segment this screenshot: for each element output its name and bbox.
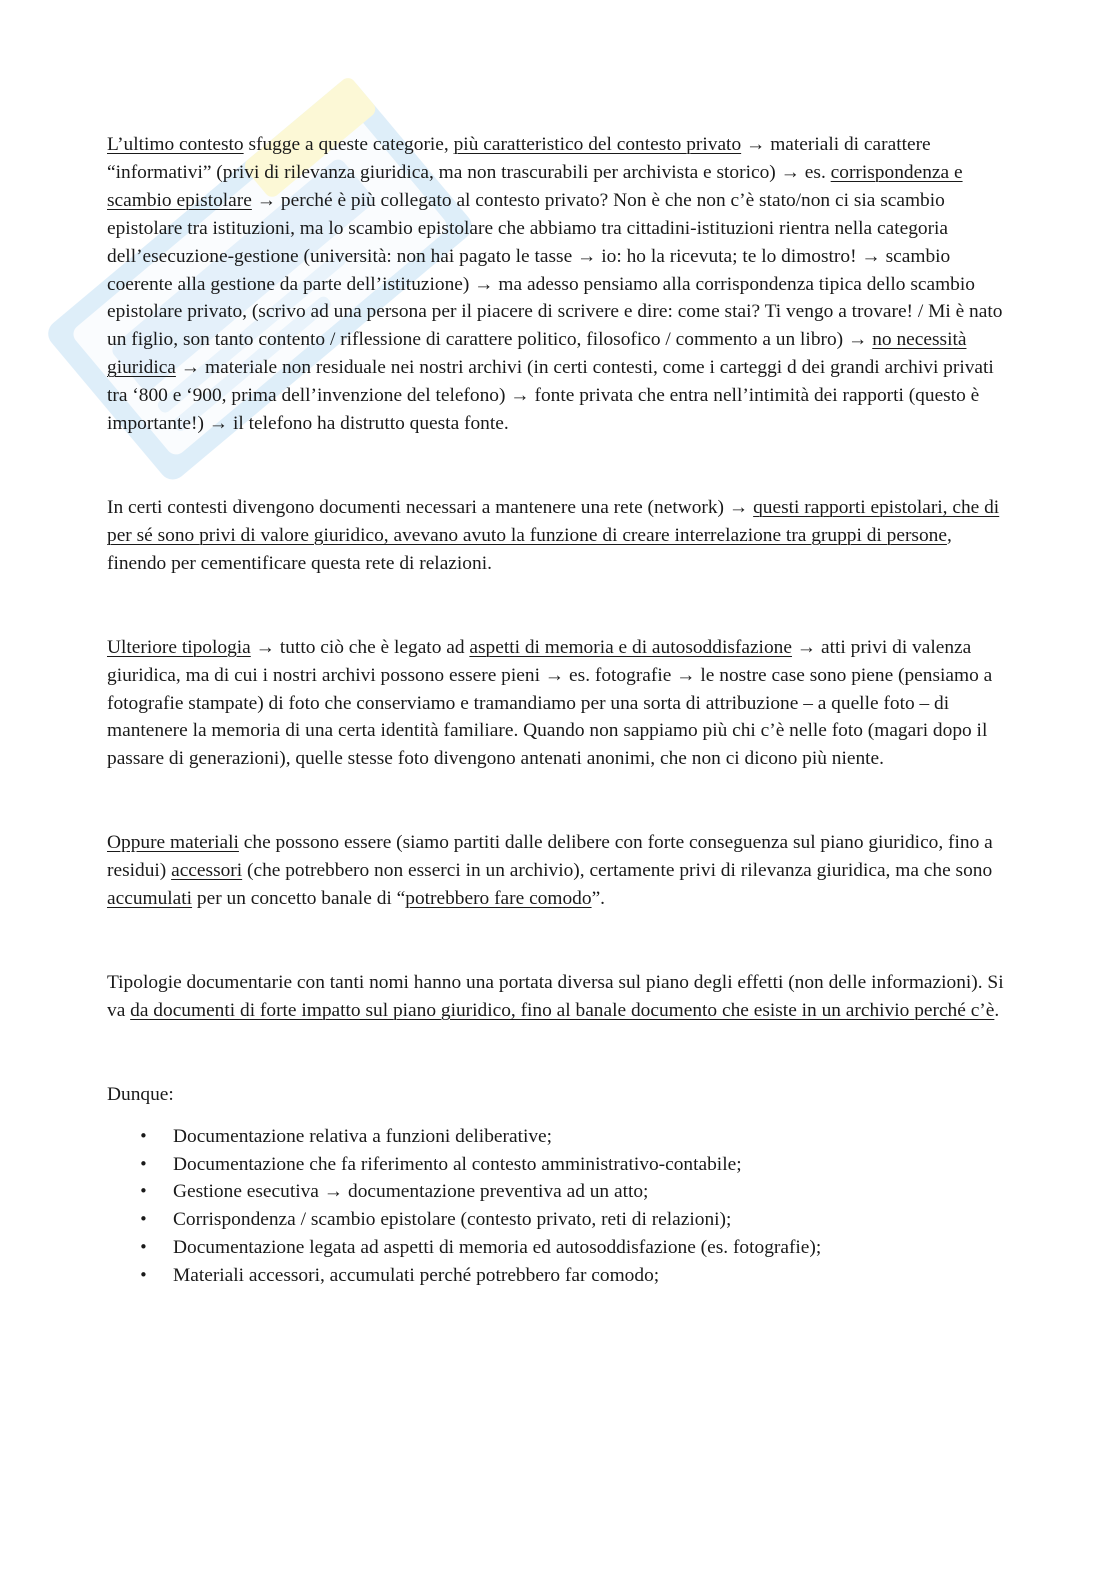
list-item xyxy=(107,1178,1007,1206)
text-run: sfugge a queste categorie, xyxy=(243,134,454,155)
bullet-icon: • xyxy=(139,1154,148,1173)
list-item-text: Corrispondenza / scambio epistolare (contesto privato, reti di relazioni); xyxy=(173,1209,732,1231)
list-item xyxy=(107,1123,1007,1151)
underlined-phrase: accessori xyxy=(171,860,243,882)
bullet-icon: • xyxy=(139,1210,148,1229)
paragraph-accessory-materials xyxy=(107,829,1007,913)
paragraph-network xyxy=(107,494,1007,578)
list-item-text: Materiali accessori, accumulati perché potrebbero far comodo; xyxy=(173,1265,660,1287)
bullet-icon: • xyxy=(139,1126,148,1145)
list-item xyxy=(107,1206,1007,1234)
text-run: . xyxy=(994,999,1000,1021)
bullet-icon: • xyxy=(139,1266,148,1285)
underlined-phrase: corrispondenza e scambio epistolare xyxy=(107,161,963,211)
list-item-text: Documentazione relativa a funzioni deliberative; xyxy=(173,1125,553,1147)
text-run: che possono essere (siamo partiti dalle delibere con forte conseguenza sul piano giuridico, fino a residui) xyxy=(107,832,993,882)
bullet-icon: • xyxy=(139,1182,148,1201)
text-run: Tipologie documentarie con tanti nomi hanno una portata diversa sul piano degli effetti (non delle informazioni). Si va xyxy=(107,971,1004,1021)
text-run: → atti privi di valenza giuridica, ma di cui i nostri archivi possono essere pieni → es. fotografie → le nostre case sono piene (pensiamo a fotografie stampate) di foto che conserviamo e tramandiamo per una sorta di attribuzione – a quelle foto – di mantenere la memoria di una certa identità familiare. Quando non sappiamo più chi c’è nelle foto (magari dopo il passare di generazioni), quelle stesse foto divengono antenati anonimi, che non ci dicono più niente. xyxy=(107,636,993,770)
paragraph-memory xyxy=(107,634,1007,774)
text-run: → materiali di carattere “informativi” (privi di rilevanza giuridica, ma non trascurabili per archivista e storico) → es. xyxy=(107,134,931,183)
underlined-phrase: no necessità giuridica xyxy=(107,329,967,379)
document-body xyxy=(107,131,1007,1290)
text-run: per un concetto banale di “ xyxy=(192,888,406,910)
underlined-phrase: Ulteriore tipologia xyxy=(107,636,251,658)
underlined-phrase: Oppure materiali xyxy=(107,832,239,854)
bullet-icon: • xyxy=(139,1238,148,1257)
list-item xyxy=(107,1262,1007,1290)
text-run: → tutto ciò che è legato ad xyxy=(250,636,470,658)
paragraph-private-correspondence xyxy=(107,131,1007,438)
underlined-phrase: accumulati xyxy=(107,888,193,910)
text-run: → materiale non residuale nei nostri archivi (in certi contesti, come i carteggi d dei grandi archivi privati tra ‘800 e ‘900, prima dell’invenzione del telefono) → fonte privata che entra nell’intimità dei rapporti (questo è importante!) → il telefono ha distrutto questa fonte. xyxy=(107,357,994,435)
list-item xyxy=(107,1234,1007,1262)
underlined-phrase: potrebbero fare comodo xyxy=(405,888,592,910)
text-run: (che potrebbero non esserci in un archivio), certamente privi di rilevanza giuridica, ma che sono xyxy=(242,860,993,882)
paragraph-document-typologies xyxy=(107,969,1007,1025)
underlined-phrase: L’ultimo contesto xyxy=(107,134,244,155)
list-item-text: Documentazione legata ad aspetti di memoria ed autosoddisfazione (es. fotografie); xyxy=(173,1237,822,1259)
summary-list xyxy=(107,1123,1007,1290)
underlined-phrase: da documenti di forte impatto sul piano giuridico, fino al banale documento che esiste in un archivio perché c’è xyxy=(130,999,995,1021)
underlined-phrase: aspetti di memoria e di autosoddisfazione xyxy=(469,636,792,658)
list-item-text: Documentazione che fa riferimento al contesto amministrativo-contabile; xyxy=(173,1153,742,1175)
paragraph-dunque: Dunque: xyxy=(107,1083,174,1105)
text-run: → perché è più collegato al contesto privato? Non è che non c’è stato/non ci sia scambio epistolare tra istituzioni, ma lo scambio epistolare che abbiamo tra cittadini-istituzioni rientra nella categoria dell’esecuzione-gestione (università: non hai pagato le tasse → io: ho la ricevuta; te lo dimostro! → scambio coerente alla gestione da parte dell’istituzione) → ma adesso pensiamo alla corrispondenza tipica dello scambio epistolare privato, (scrivo ad una persona per il piacere di scrivere e dire: come stai? Ti vengo a trovare! / Mi è nato un figlio, son tanto contento / riflessione di carattere politico, filosofico / commento a un libro) → xyxy=(107,189,1003,351)
text-run: , finendo per cementificare questa rete di relazioni. xyxy=(107,524,952,574)
text-run: ”. xyxy=(591,888,606,910)
text-run: In certi contesti divengono documenti necessari a mantenere una rete (network) → xyxy=(107,496,754,518)
underlined-phrase: questi rapporti epistolari, che di per sé sono privi di valore giuridico, avevano avuto la funzione di creare interrelazione tra gruppi di persone xyxy=(107,496,1000,546)
list-item-text: Gestione esecutiva → documentazione preventiva ad un atto; xyxy=(173,1181,649,1203)
underlined-phrase: più caratteristico del contesto privato xyxy=(453,134,742,155)
list-item xyxy=(107,1151,1007,1179)
